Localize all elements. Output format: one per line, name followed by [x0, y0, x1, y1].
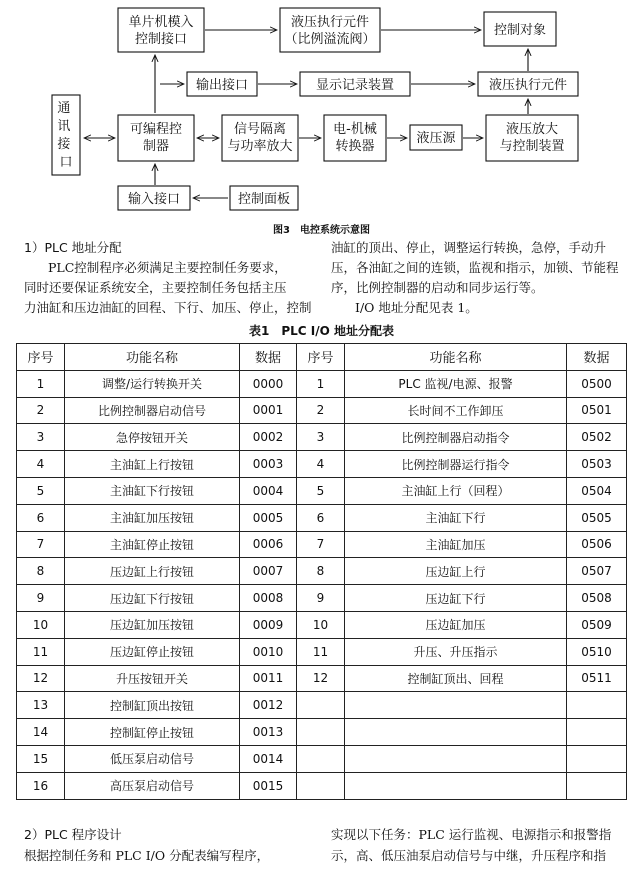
col-header: 序号	[297, 344, 345, 371]
table-cell: 5	[17, 477, 65, 504]
table-cell: 0006	[240, 531, 297, 558]
table-row	[17, 692, 627, 719]
table-cell: 0011	[240, 665, 297, 692]
figure-caption: 图3 电控系统示意图	[273, 225, 370, 236]
table-cell: 9	[17, 585, 65, 612]
table-cell: 0511	[567, 665, 627, 692]
table-cell: 主油缸上行按钮	[65, 451, 240, 478]
table-cell: 0506	[567, 531, 627, 558]
table-cell: 0507	[567, 558, 627, 585]
table-cell: 16	[17, 772, 65, 799]
table-row	[17, 477, 627, 504]
table-cell: 0000	[240, 370, 297, 397]
table-cell	[345, 719, 567, 746]
table-cell: 主油缸上行（回程）	[345, 477, 567, 504]
label-input: 输入接口	[127, 192, 181, 207]
table-cell: 长时间不工作卸压	[345, 397, 567, 424]
table-cell: 0009	[240, 611, 297, 638]
label-comm: 通 讯 接 口	[57, 101, 73, 170]
table-cell: 压边缸停止按钮	[65, 638, 240, 665]
right-column	[331, 238, 631, 318]
table-cell	[345, 745, 567, 772]
paragraph-line: 示，高、低压油泵启动信号与中继，升压程序和指	[331, 848, 607, 863]
bottom-right-column	[331, 824, 636, 866]
table-row	[17, 585, 627, 612]
table-cell: 11	[17, 638, 65, 665]
table-cell: 比例控制器运行指令	[345, 451, 567, 478]
paragraph-line: PLC控制程序必须满足主要控制任务要求，	[48, 260, 287, 275]
paragraph-line: I/O 地址分配见表 1。	[355, 300, 478, 315]
table-cell: 压边缸下行按钮	[65, 585, 240, 612]
table-cell: 主油缸下行按钮	[65, 477, 240, 504]
table-cell: 0007	[240, 558, 297, 585]
table-row	[17, 531, 627, 558]
table-cell	[345, 772, 567, 799]
table-cell: 6	[17, 504, 65, 531]
table-cell: 8	[297, 558, 345, 585]
table-cell: 升压按钮开关	[65, 665, 240, 692]
table-cell: 0008	[240, 585, 297, 612]
table-cell: 2	[297, 397, 345, 424]
section-heading-program: 2）PLC 程序设计	[24, 827, 122, 842]
paragraph-line: 油缸的顶出、停止，调整运行转换，急停，手动升	[331, 240, 607, 255]
table-cell: 主油缸加压按钮	[65, 504, 240, 531]
label-mcu: 单片机模入控制接口	[128, 15, 194, 47]
col-header: 功能名称	[345, 344, 567, 371]
table-cell: 13	[17, 692, 65, 719]
table-cell: 比例控制器启动指令	[345, 424, 567, 451]
io-address-table	[16, 343, 627, 800]
table-cell: 低压泵启动信号	[65, 745, 240, 772]
table-cell: 9	[297, 585, 345, 612]
table-cell	[567, 719, 627, 746]
table-cell: 0014	[240, 745, 297, 772]
table-cell: 压边缸加压按钮	[65, 611, 240, 638]
label-converter: 电-机械转换器	[333, 122, 377, 154]
col-header: 序号	[17, 344, 65, 371]
table-cell: 0503	[567, 451, 627, 478]
electric-control-diagram	[0, 0, 643, 220]
table-row	[17, 772, 627, 799]
table-row	[17, 611, 627, 638]
label-hydraulic-exec-1: 液压执行元件（比例溢流阀）	[284, 15, 376, 47]
label-output: 输出接口	[195, 78, 249, 93]
table-cell: 比例控制器启动信号	[65, 397, 240, 424]
table-row	[17, 558, 627, 585]
paragraph-line: 实现以下任务：PLC 运行监视、电源指示和报警指	[331, 827, 612, 842]
table-cell: 15	[17, 745, 65, 772]
table-cell	[567, 745, 627, 772]
table-cell: 高压泵启动信号	[65, 772, 240, 799]
table-cell: 4	[297, 451, 345, 478]
table-cell: 主油缸停止按钮	[65, 531, 240, 558]
table-cell	[297, 719, 345, 746]
table-cell: 7	[17, 531, 65, 558]
table-cell: 急停按钮开关	[65, 424, 240, 451]
table-cell: 0013	[240, 719, 297, 746]
table-cell	[297, 772, 345, 799]
table-row	[17, 719, 627, 746]
table-cell	[297, 692, 345, 719]
label-panel: 控制面板	[237, 192, 291, 207]
left-column	[24, 238, 324, 318]
paragraph-line: 同时还要保证系统安全，主要控制任务包括主压	[24, 280, 287, 295]
table-cell: 0015	[240, 772, 297, 799]
table-cell: 主油缸下行	[345, 504, 567, 531]
table-cell: 压边缸上行按钮	[65, 558, 240, 585]
table-cell: 14	[17, 719, 65, 746]
table-cell: 0510	[567, 638, 627, 665]
table-row	[17, 397, 627, 424]
table-cell: 调整/运行转换开关	[65, 370, 240, 397]
table-cell: 10	[297, 611, 345, 638]
label-hydraulic-src: 液压源	[416, 131, 456, 146]
paragraph-line: 力油缸和压边油缸的回程、下行、加压、停止，控制	[24, 300, 312, 315]
col-header: 数据	[240, 344, 297, 371]
section-heading-address: 1）PLC 地址分配	[24, 240, 122, 255]
table-cell: 3	[17, 424, 65, 451]
table-row	[17, 504, 627, 531]
table-cell	[567, 692, 627, 719]
table-cell: 0501	[567, 397, 627, 424]
table-row	[17, 638, 627, 665]
table-cell: 0002	[240, 424, 297, 451]
bottom-left-column	[24, 824, 324, 866]
table-cell: 主油缸加压	[345, 531, 567, 558]
table-cell	[345, 692, 567, 719]
table-cell: 11	[297, 638, 345, 665]
table-cell: 升压、升压指示	[345, 638, 567, 665]
table-cell: 1	[297, 370, 345, 397]
table-cell: 0005	[240, 504, 297, 531]
table-cell: 压边缸下行	[345, 585, 567, 612]
table-cell: 2	[17, 397, 65, 424]
table-cell	[297, 745, 345, 772]
table-cell: 12	[17, 665, 65, 692]
paragraph-line: 根据控制任务和 PLC I/O 分配表编写程序，	[24, 848, 270, 863]
table-cell: 控制缸顶出按钮	[65, 692, 240, 719]
table-cell: 6	[297, 504, 345, 531]
label-signal-iso: 信号隔离与功率放大	[227, 122, 293, 154]
table-cell: 0012	[240, 692, 297, 719]
table-row	[17, 451, 627, 478]
table-cell: 0504	[567, 477, 627, 504]
table-cell: 12	[297, 665, 345, 692]
table-cell: 10	[17, 611, 65, 638]
table-cell: 5	[297, 477, 345, 504]
table-cell	[567, 772, 627, 799]
table-cell: 0508	[567, 585, 627, 612]
table-row	[17, 370, 627, 397]
table-header-row	[17, 344, 627, 371]
table-cell: 7	[297, 531, 345, 558]
table-cell: 0502	[567, 424, 627, 451]
table-cell: 0500	[567, 370, 627, 397]
table-cell: 控制缸停止按钮	[65, 719, 240, 746]
table-cell: 压边缸加压	[345, 611, 567, 638]
table-cell: 3	[297, 424, 345, 451]
label-hydraulic-exec-2: 液压执行元件	[488, 78, 568, 93]
table-cell: 0505	[567, 504, 627, 531]
table-cell: 8	[17, 558, 65, 585]
label-plc: 可编程控制器	[129, 122, 183, 154]
table-cell: 0509	[567, 611, 627, 638]
table-cell: 1	[17, 370, 65, 397]
table-cell: 0010	[240, 638, 297, 665]
table-row	[17, 745, 627, 772]
paragraph-line: 压，各油缸之间的连锁，监视和指示，加锁、节能程	[331, 260, 619, 275]
table-row	[17, 665, 627, 692]
paragraph-line: 序，比例控制器的启动和同步运行等。	[331, 280, 544, 295]
table-cell: 4	[17, 451, 65, 478]
table-title: 表1 PLC I/O 地址分配表	[248, 324, 394, 338]
table-cell: PLC 监视/电源、报警	[345, 370, 567, 397]
label-control-object: 控制对象	[493, 23, 547, 38]
label-amp-ctrl: 液压放大与控制装置	[499, 122, 565, 154]
table-cell: 0004	[240, 477, 297, 504]
col-header: 数据	[567, 344, 627, 371]
col-header: 功能名称	[65, 344, 240, 371]
table-cell: 压边缸上行	[345, 558, 567, 585]
table-cell: 0001	[240, 397, 297, 424]
table-row	[17, 424, 627, 451]
label-display: 显示记录装置	[315, 78, 395, 93]
table-cell: 控制缸顶出、回程	[345, 665, 567, 692]
table-cell: 0003	[240, 451, 297, 478]
